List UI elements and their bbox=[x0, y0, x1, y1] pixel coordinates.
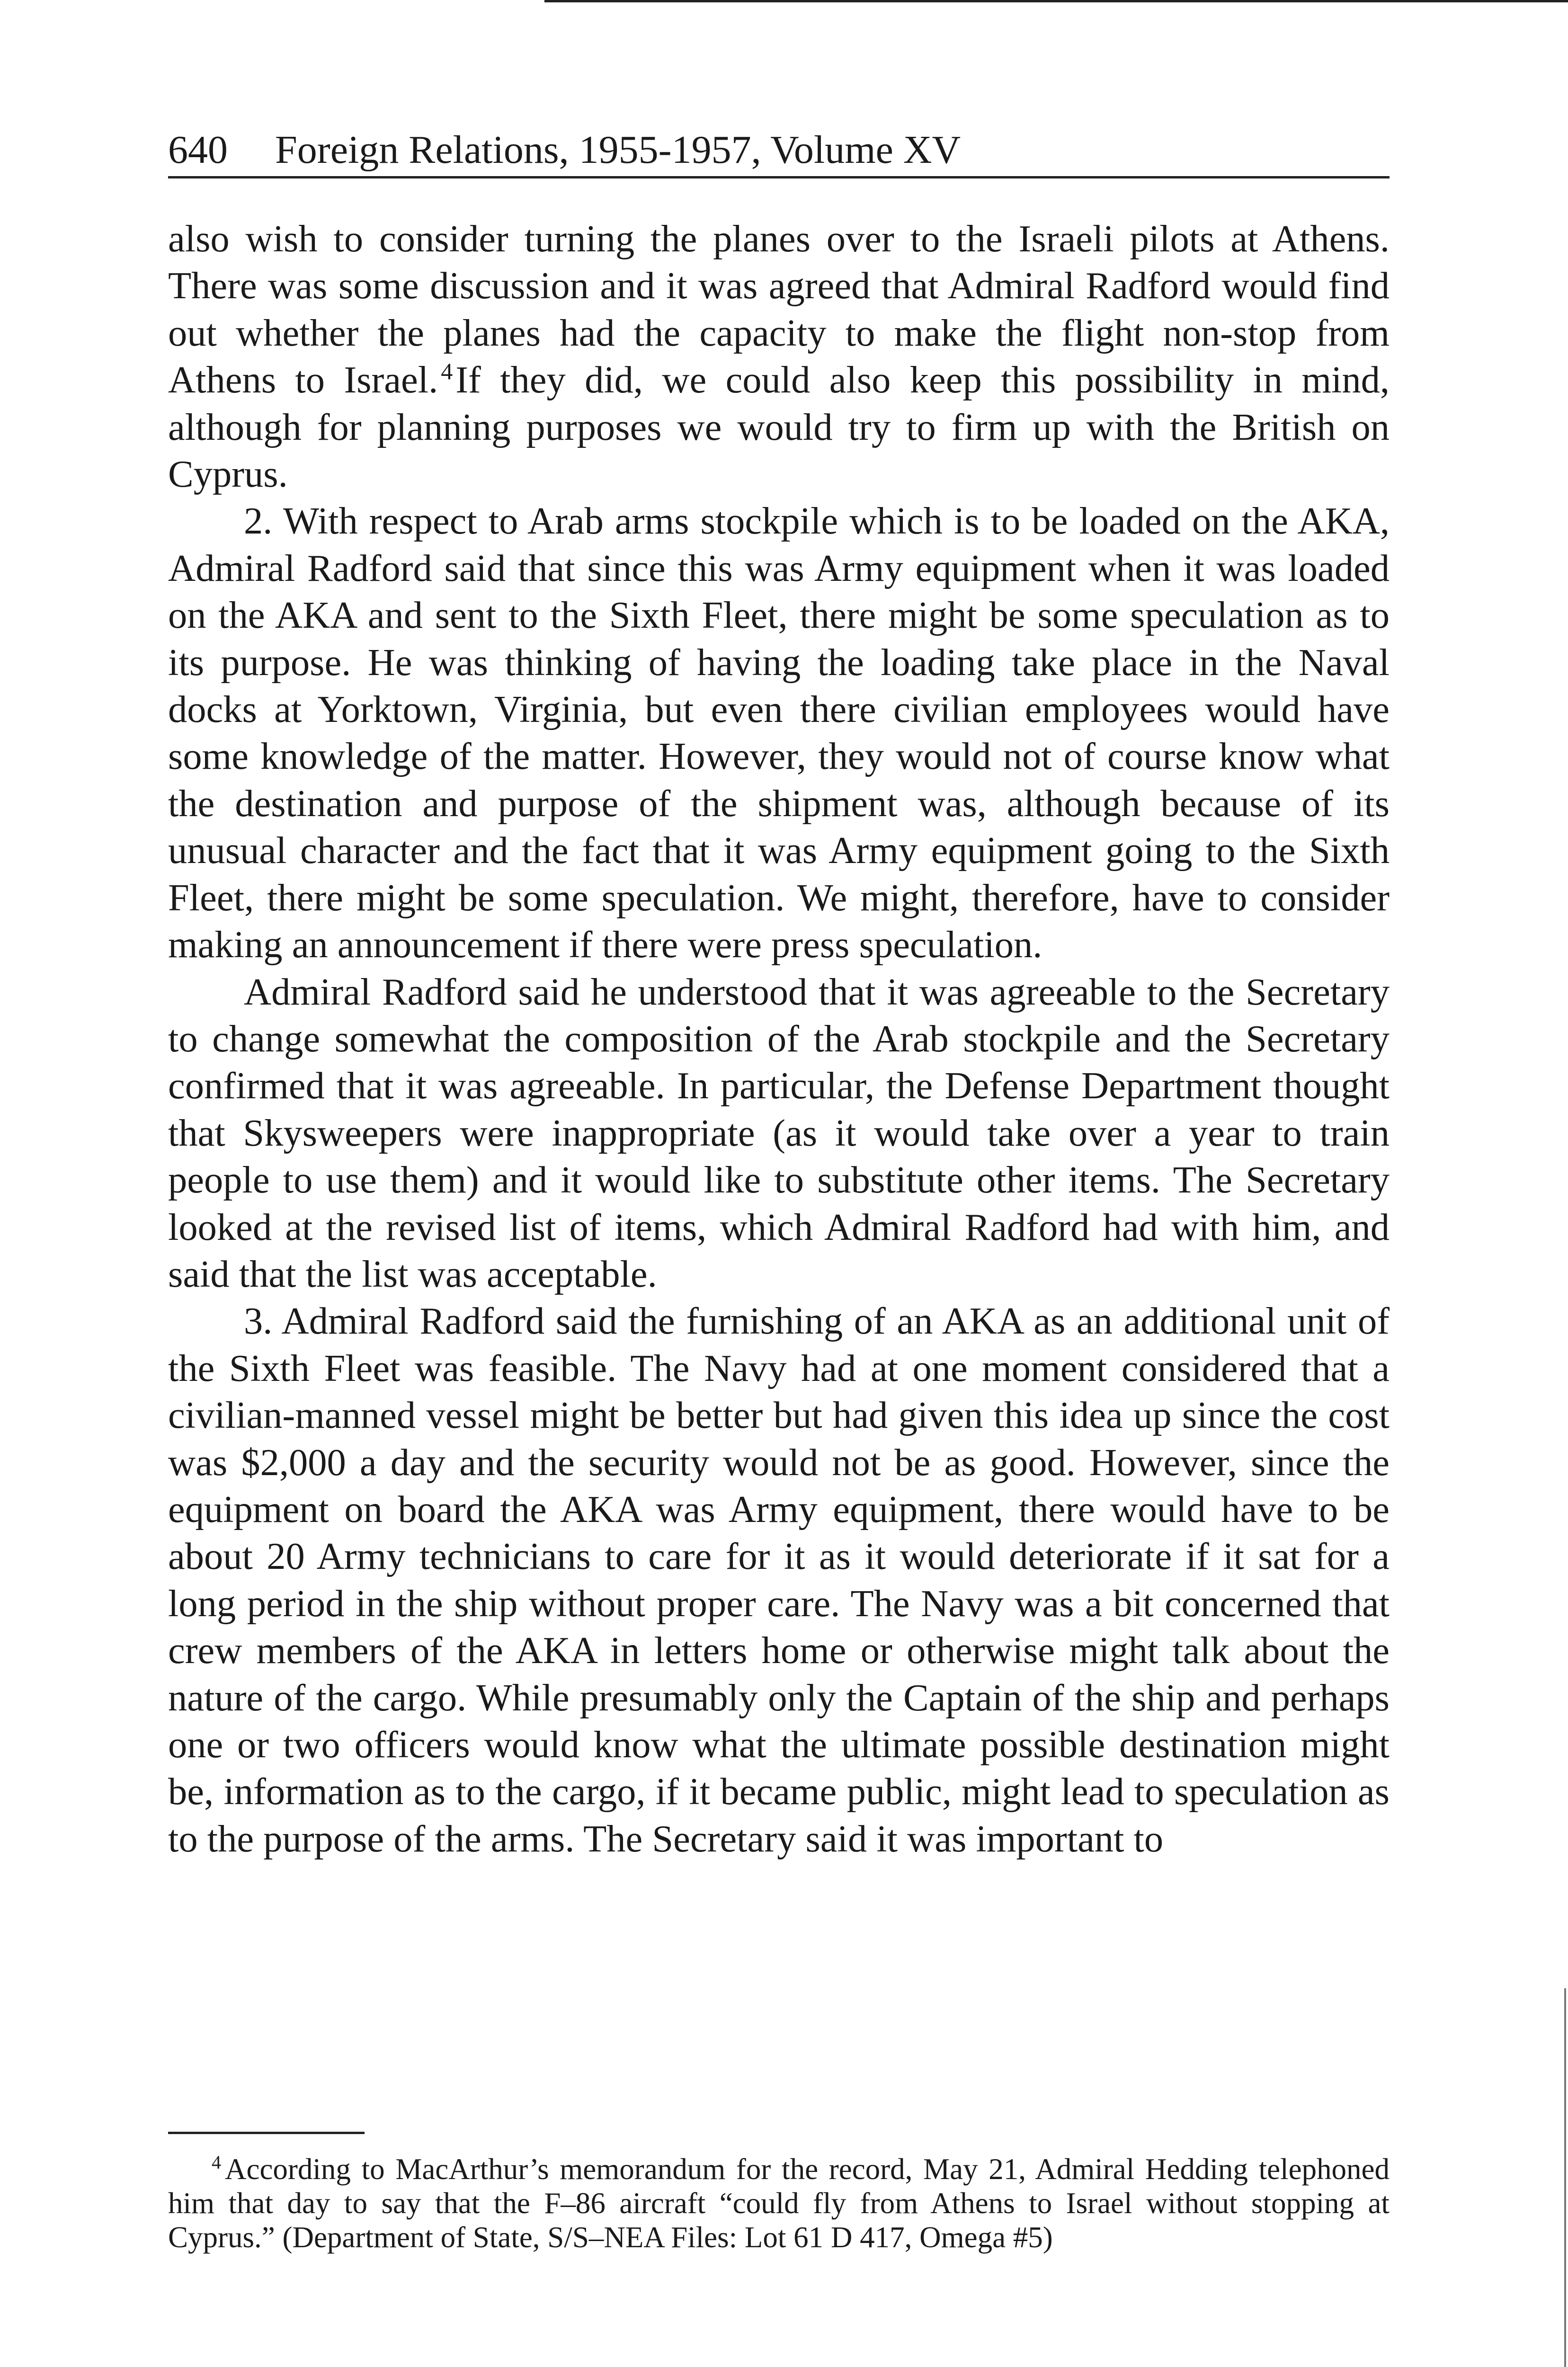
document-page bbox=[168, 0, 1390, 2367]
footnote-divider bbox=[168, 2132, 365, 2134]
running-head-title: Foreign Relations, 1955-1957, Volume XV bbox=[275, 128, 961, 172]
paragraph-1 bbox=[168, 215, 1390, 498]
footnote-text: According to MacArthur’s memorandum for the record, May 21, Admiral Hedding telephoned him that day to say that the F–86 aircraft “could fly from Athens to Israel without stopping at Cyprus.” (Department of State, S/S–NEA Files: Lot 61 D 417, Omega #5) bbox=[168, 2153, 1390, 2254]
page-number: 640 bbox=[168, 128, 228, 172]
body-text bbox=[168, 215, 1390, 1862]
footnote-reference: 4 bbox=[441, 358, 453, 385]
paragraph-1-text-after: If they did, we could also keep this possibility in mind, although for planning purposes we would try to firm up with the British on Cyprus. bbox=[168, 359, 1390, 496]
footnote-number: 4 bbox=[212, 2152, 221, 2173]
paragraph-2: 2. With respect to Arab arms stockpile which is to be loaded on the AKA, Admiral Radford said that since this was Army equipment when it was loaded on the AKA and sent to the Sixth Fleet, there might be some speculation as to its purpose. He was thinking of having the loading take place in the Naval docks at Yorktown, Virginia, but even there civilian employees would have some knowledge of the matter. However, they would not of course know what the destination and purpose of the shipment was, although because of its unusual character and the fact that it was Army equipment going to the Sixth Fleet, there might be some speculation. We might, therefore, have to consider making an announcement if there were press speculation. bbox=[168, 500, 1390, 966]
paragraph-1-text-before: also wish to consider turning the planes over to the Israeli pilots at Athens. There was some discussion and it was agreed that Admiral Radford would find out whether the planes had the capacity to make the flight non-stop from Athens to Israel. bbox=[168, 218, 1390, 401]
running-head bbox=[168, 124, 1390, 178]
footnote bbox=[168, 2152, 1390, 2254]
page-right-edge bbox=[1564, 1988, 1566, 2367]
paragraph-4: 3. Admiral Radford said the furnishing of an AKA as an additional unit of the Sixth Fleet was feasible. The Navy had at one moment considered that a civilian-manned vessel might be better but had given this idea up since the cost was $2,000 a day and the security would not be as good. However, since the equipment on board the AKA was Army equipment, there would have to be about 20 Army technicians to care for it as it would deteriorate if it sat for a long period in the ship without proper care. The Navy was a bit concerned that crew members of the AKA in letters home or otherwise might talk about the nature of the cargo. While presumably only the Captain of the ship and perhaps one or two officers would know what the ultimate possible destination might be, information as to the cargo, if it became public, might lead to speculation as to the purpose of the arms. The Secretary said it was important to bbox=[168, 1300, 1390, 1860]
paragraph-3: Admiral Radford said he understood that it was agreeable to the Secretary to change somewhat the composition of the Arab stockpile and the Secretary confirmed that it was agreeable. In particular, the Defense Department thought that Skysweepers were inappropriate (as it would take over a year to train people to use them) and it would like to substitute other items. The Secretary looked at the revised list of items, which Admiral Radford had with him, and said that the list was acceptable. bbox=[168, 970, 1390, 1295]
